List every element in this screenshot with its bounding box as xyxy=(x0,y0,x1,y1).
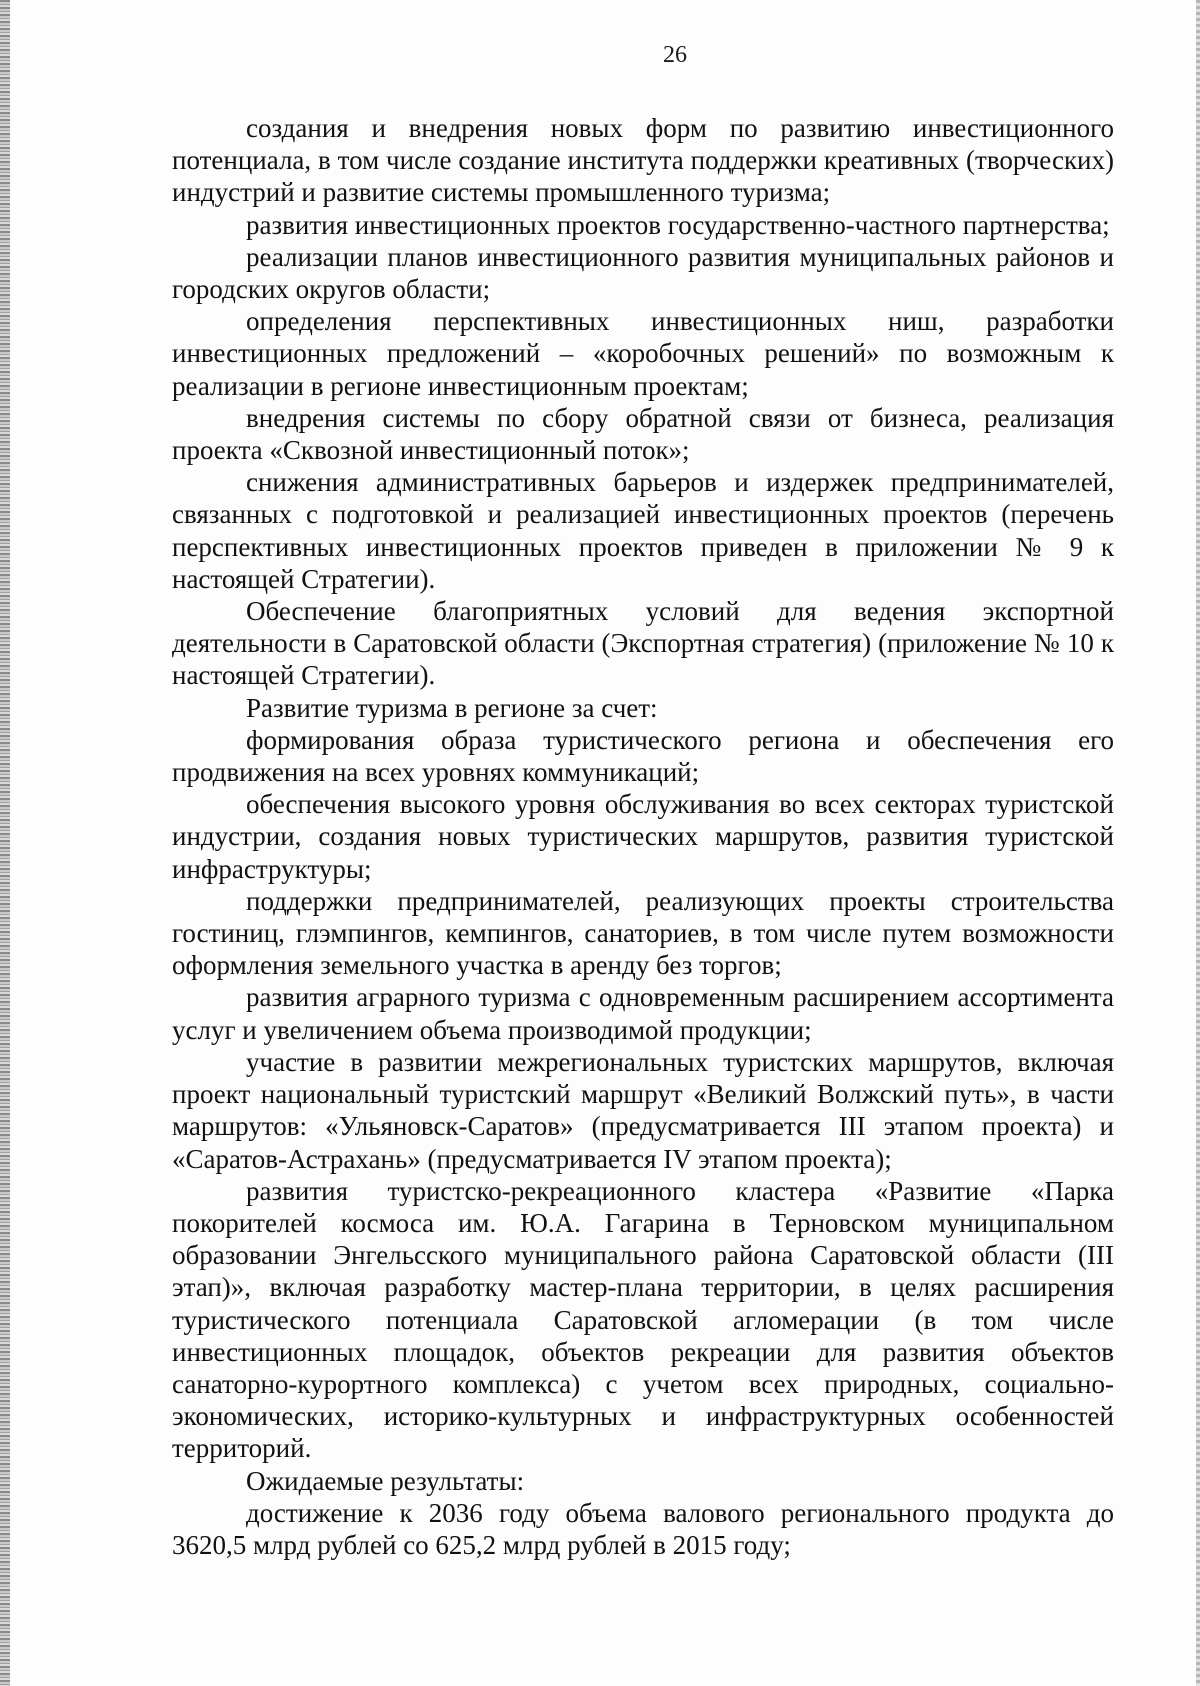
paragraph: поддержки предпринимателей, реализующих проекты строительства гостиниц, глэмпингов, кемпингов, санаториев, в том числе путем возможности оформления земельного участка в аренду без торгов; xyxy=(172,885,1114,981)
paragraph: Обеспечение благоприятных условий для ведения экспортной деятельности в Саратовской области (Экспортная стратегия) (приложение № 10 к настоящей Стратегии). xyxy=(172,596,1114,691)
scan-left-edge xyxy=(0,0,10,1686)
paragraph: достижение к 2036 году объема валового регионального продукта до 3620,5 млрд рублей со 625,2 млрд рублей в 2015 году; xyxy=(172,1497,1114,1560)
page-number: 26 xyxy=(663,42,687,68)
paragraph: Ожидаемые результаты: xyxy=(246,1465,525,1496)
paragraph: развития туристско-рекреационного кластера «Развитие «Парка покорителей космоса им. Ю.А. Гагарина в Терновском муниципальном образовании Энгельсского муниципального района Саратовской области (III этап)», включая разработку мастер-плана территории, в целях расширения туристического потенциала Саратовской агломерации (в том числе инвестиционных площадок, объектов рекреации для развития объектов санаторно-курортного комплекса) с учетом всех природных, социально-экономических, историко-культурных и инфраструктурных особенностей территорий. xyxy=(172,1175,1114,1464)
paragraph: развития инвестиционных проектов государственно-частного партнерства; xyxy=(246,209,1110,240)
scan-right-edge xyxy=(1196,0,1200,1686)
paragraph: развития аграрного туризма с одновременным расширением ассортимента услуг и увеличением объема производимой продукции; xyxy=(172,982,1114,1045)
paragraph: участие в развитии межрегиональных туристских маршрутов, включая проект национальный туристский маршрут «Великий Волжский путь», в части маршрутов: «Ульяновск-Саратов» (предусматривается III этапом проекта) и «Саратов-Астрахань» (предусматривается IV этапом проекта); xyxy=(172,1046,1114,1174)
paragraph: Развитие туризма в регионе за счет: xyxy=(246,692,658,723)
paragraph: снижения административных барьеров и издержек предпринимателей, связанных с подготовкой и реализацией инвестиционных проектов (перечень перспективных инвестиционных проектов приведен в приложении № 9 к настоящей Стратегии). xyxy=(172,467,1114,594)
paragraph: внедрения системы по сбору обратной связи от бизнеса, реализация проекта «Сквозной инвестиционный поток»; xyxy=(172,402,1114,466)
document-body xyxy=(172,112,1114,1561)
paragraph: создания и внедрения новых форм по развитию инвестиционного потенциала, в том числе создание института поддержки креативных (творческих) индустрий и развитие системы промышленного туризма; xyxy=(172,113,1114,208)
paragraph: обеспечения высокого уровня обслуживания во всех секторах туристской индустрии, создания новых туристических маршрутов, развития туристской инфраструктуры; xyxy=(172,789,1114,884)
paragraph: определения перспективных инвестиционных ниш, разработки инвестиционных предложений – «коробочных решений» по возможным к реализации в регионе инвестиционным проектам; xyxy=(172,306,1114,401)
paragraph: реализации планов инвестиционного развития муниципальных районов и городских округов области; xyxy=(172,241,1114,305)
paragraph: формирования образа туристического региона и обеспечения его продвижения на всех уровнях коммуникаций; xyxy=(172,724,1114,788)
